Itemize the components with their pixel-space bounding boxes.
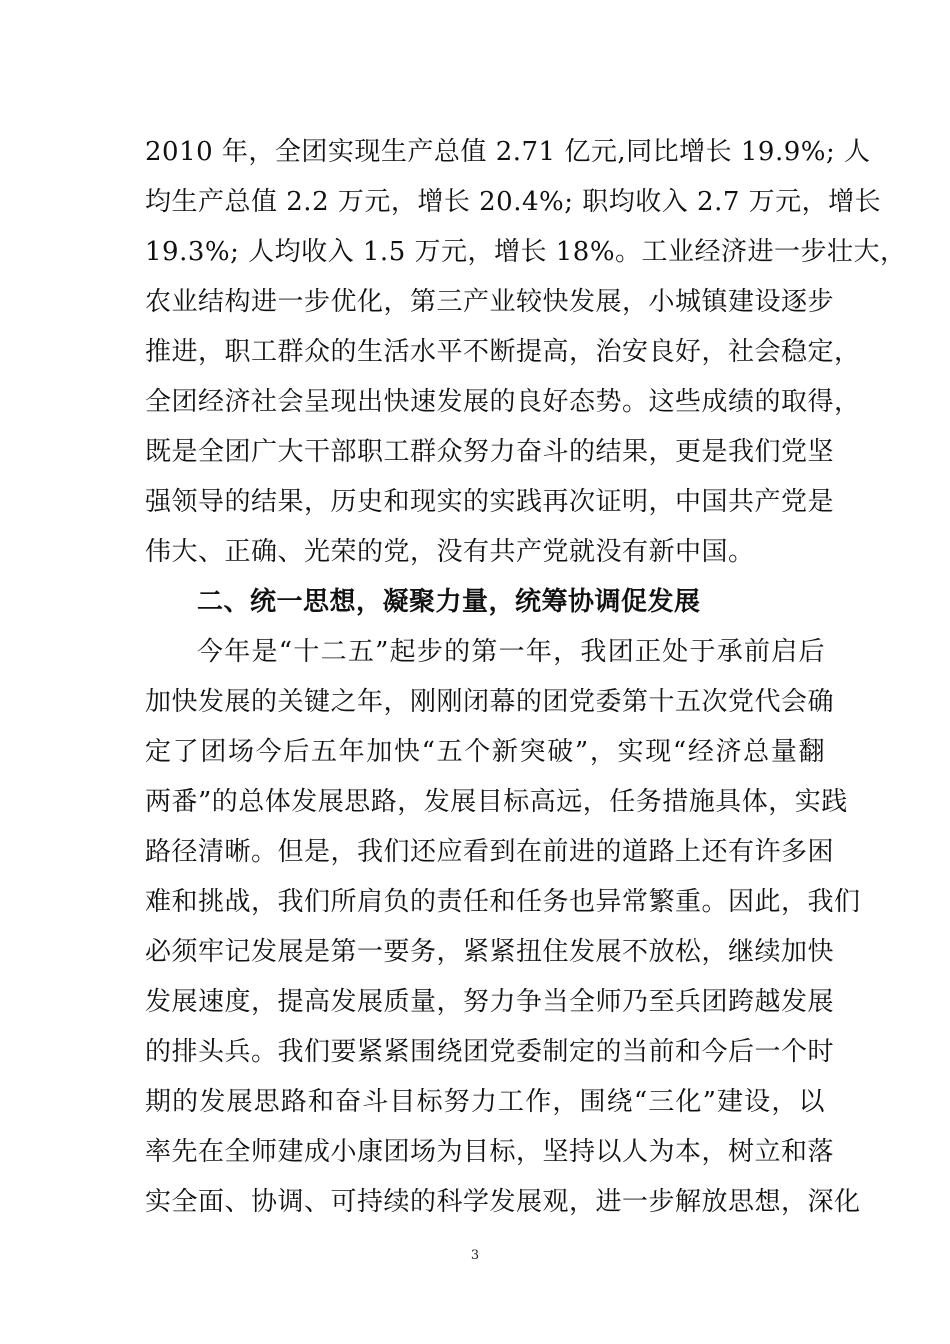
text-line: 定了团场今后五年加快“五个新突破”，实现“经济总量翻: [145, 737, 825, 767]
text-line: 两番”的总体发展思路，发展目标高远，任务措施具体，实践: [145, 787, 848, 817]
text-line: 必须牢记发展是第一要务，紧紧扭住发展不放松，继续加快: [145, 937, 835, 967]
text-line: 均生产总值 2.2 万元，增长 20.4%; 职均收入 2.7 万元，增长: [145, 187, 882, 217]
text-line: 2010 年，全团实现生产总值 2.71 亿元,同比增长 19.9%; 人: [145, 137, 871, 167]
text-line: 推进，职工群众的生活水平不断提高，治安良好，社会稳定，: [145, 337, 861, 367]
page-number: 3: [470, 1248, 480, 1263]
text-line: 今年是“十二五”起步的第一年，我团正处于承前启后: [197, 637, 825, 667]
text-line: 加快发展的关键之年，刚刚闭幕的团党委第十五次党代会确: [145, 687, 835, 717]
text-line: 19.3%; 人均收入 1.5 万元，增长 18%。工业经济进一步壮大，: [145, 237, 907, 267]
text-line: 的排头兵。我们要紧紧围绕团党委制定的当前和今后一个时: [145, 1037, 835, 1067]
text-line: 强领导的结果，历史和现实的实践再次证明，中国共产党是: [145, 487, 835, 517]
text-line: 伟大、正确、光荣的党，没有共产党就没有新中国。: [145, 537, 755, 567]
section-heading: 二、统一思想，凝聚力量，统筹协调促发展: [197, 587, 701, 617]
text-line: 既是全团广大干部职工群众努力奋斗的结果，更是我们党坚: [145, 437, 835, 467]
text-line: 难和挑战，我们所肩负的责任和任务也异常繁重。因此，我们: [145, 887, 861, 917]
text-line: 期的发展思路和奋斗目标努力工作，围绕“三化”建设，以: [145, 1087, 825, 1117]
text-line: 实全面、协调、可持续的科学发展观，进一步解放思想，深化: [145, 1187, 861, 1217]
text-line: 发展速度，提高发展质量，努力争当全师乃至兵团跨越发展: [145, 987, 835, 1017]
text-line: 路径清晰。但是，我们还应看到在前进的道路上还有许多困: [145, 837, 835, 867]
text-line: 全团经济社会呈现出快速发展的良好态势。这些成绩的取得，: [145, 387, 861, 417]
text-line: 农业结构进一步优化，第三产业较快发展，小城镇建设逐步: [145, 287, 835, 317]
text-line: 率先在全师建成小康团场为目标，坚持以人为本，树立和落: [145, 1137, 835, 1167]
